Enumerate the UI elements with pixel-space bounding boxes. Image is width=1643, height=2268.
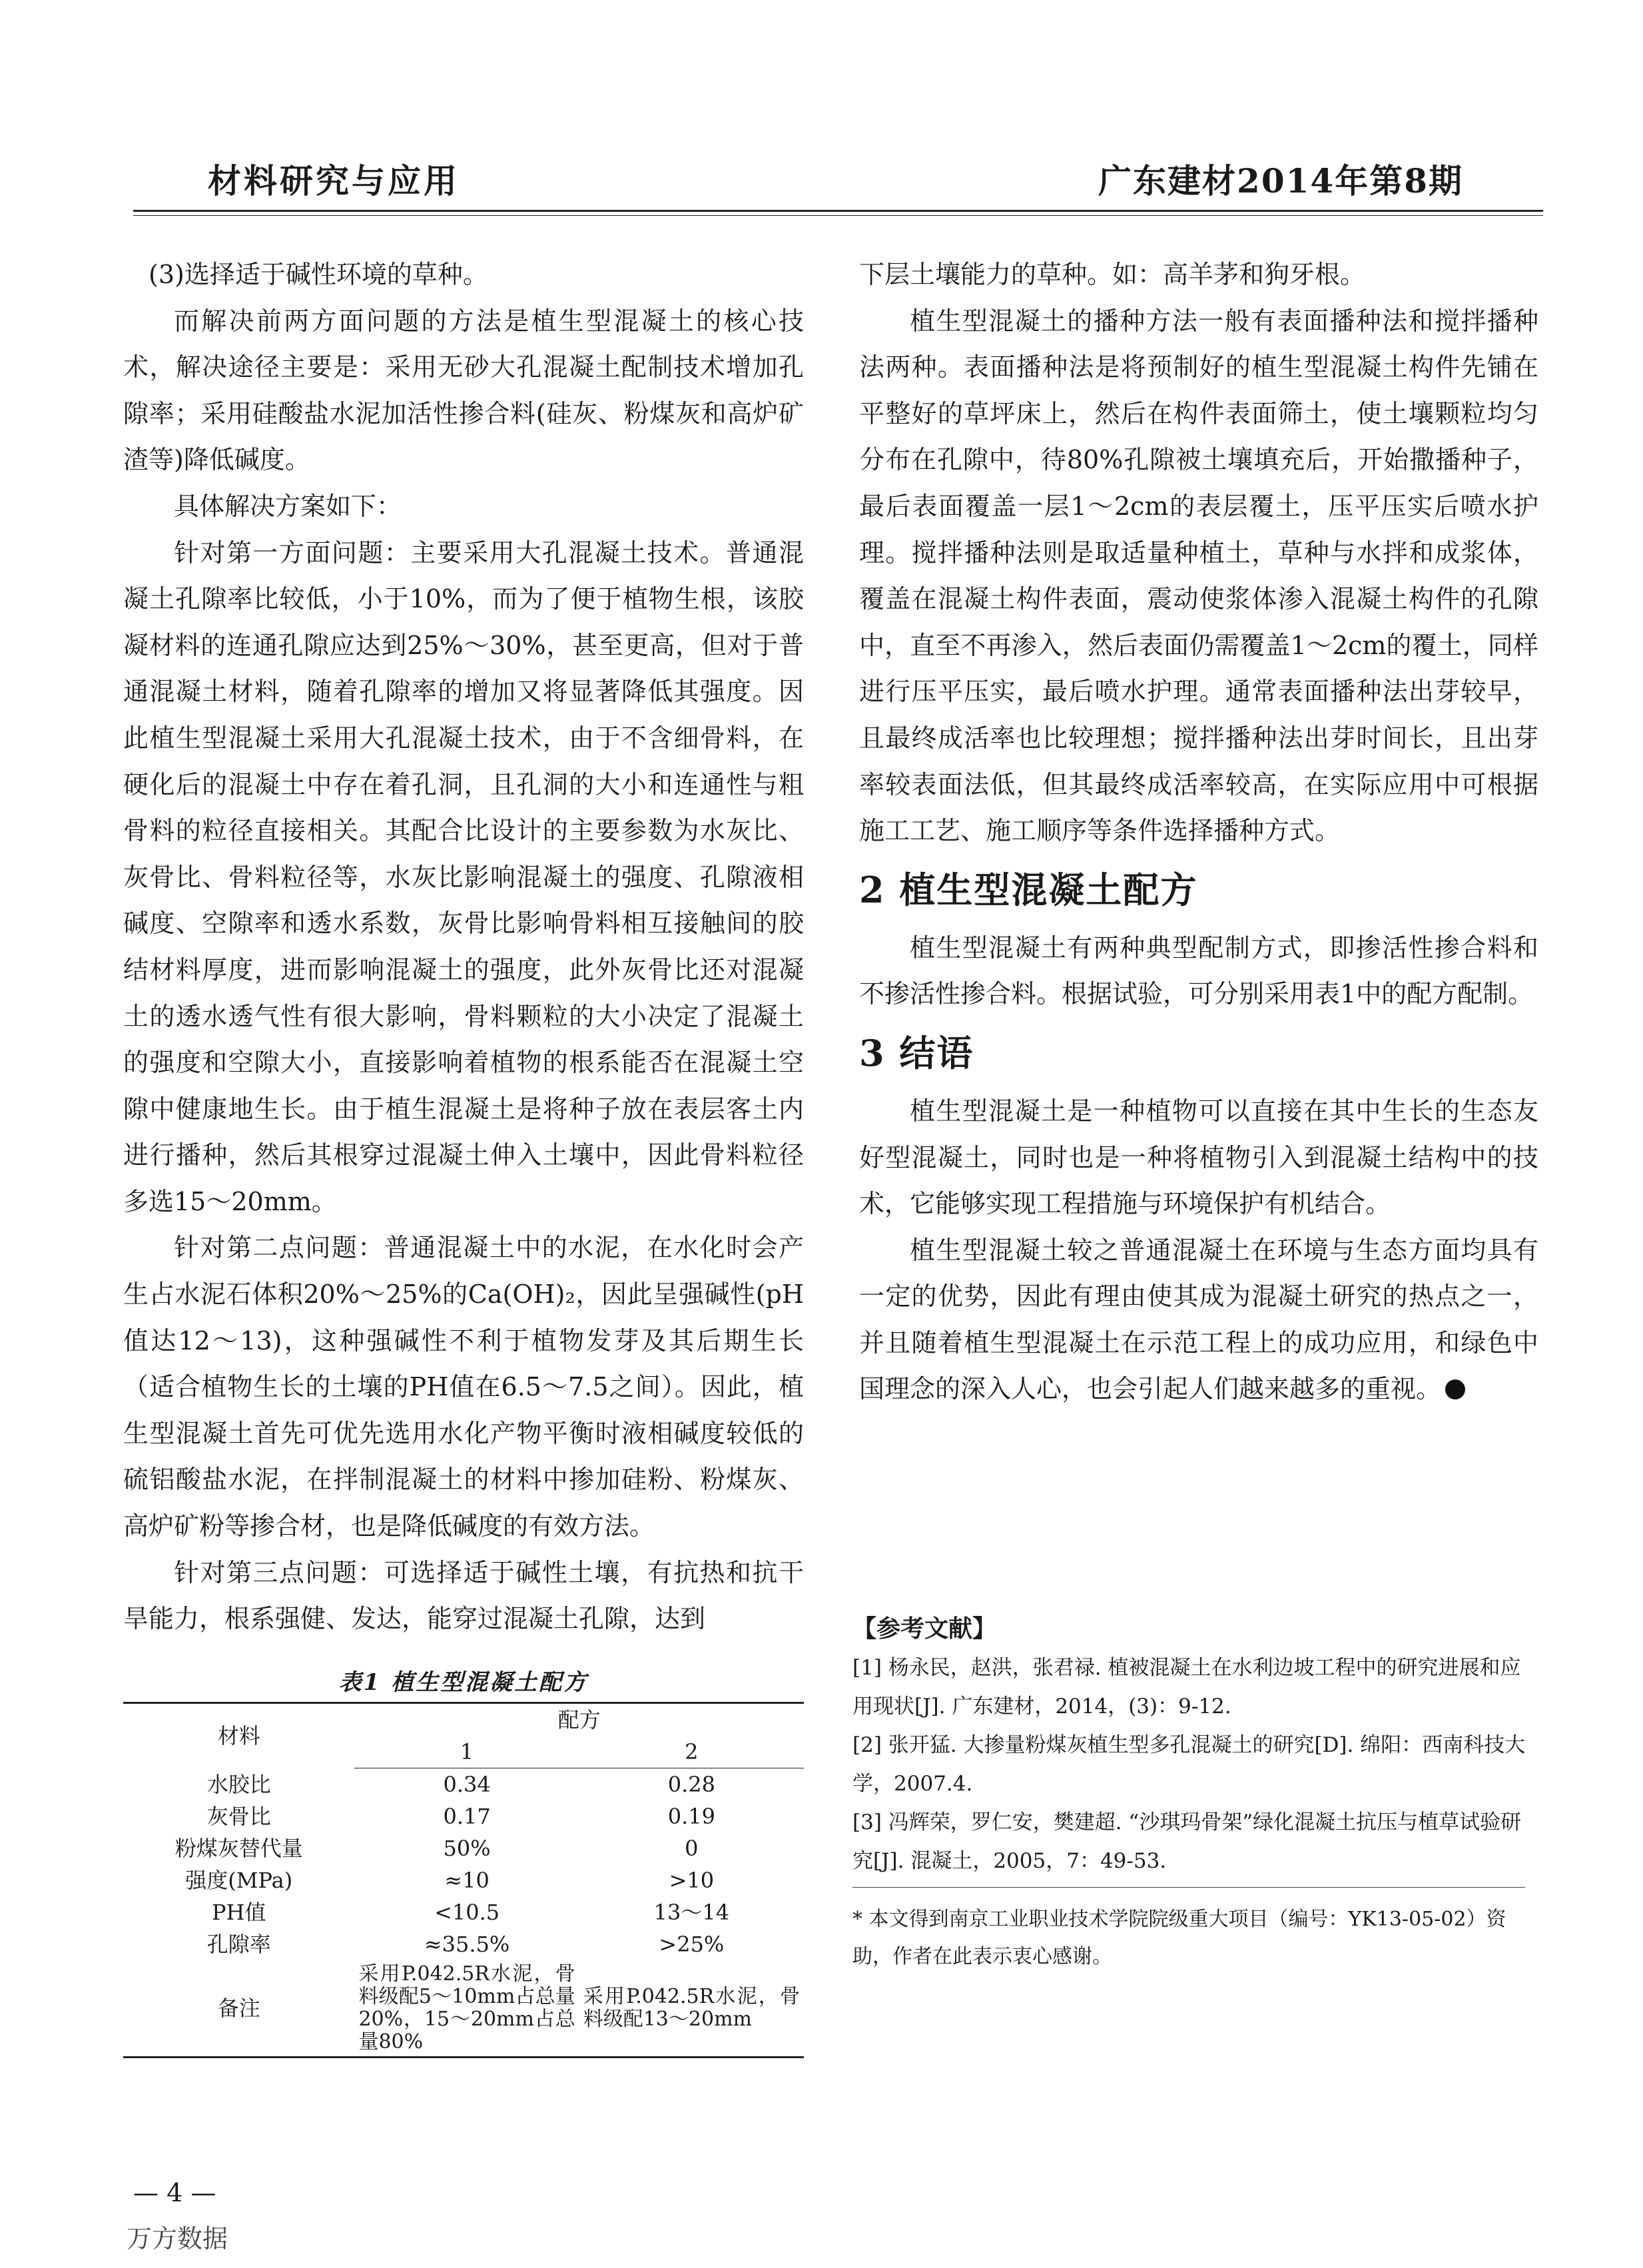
- journal-issue: 广东建材2014年第8期: [1098, 161, 1463, 200]
- table-header-recipe: 配方: [354, 1703, 804, 1736]
- reference-item: [2] 张开猛. 大掺量粉煤灰植生型多孔混凝土的研究[D]. 绵阳：西南科技大学，2007.4.: [852, 1733, 1526, 1796]
- section-heading: 2 植生型混凝土配方: [859, 868, 1198, 911]
- table-caption: 表1 植生型混凝土配方: [338, 1669, 589, 1696]
- cell: 0: [685, 1836, 699, 1861]
- header-rule-thin: [133, 215, 1543, 216]
- paragraph: 针对第三点问题：可选择适于碱性土壤，有抗热和抗干旱能力，根系强健、发达，能穿过混凝土孔隙，达到: [123, 1557, 804, 1634]
- cell: >10: [669, 1868, 715, 1893]
- row-label: 灰骨比: [206, 1804, 271, 1829]
- cell: ≈35.5%: [424, 1932, 510, 1957]
- page-number: — 4 —: [133, 2178, 216, 2207]
- row-label: 孔隙率: [206, 1932, 271, 1957]
- note-cell: 采用P.042.5R水泥，骨料级配13～20mm: [579, 1960, 804, 2058]
- reference-item: [1] 杨永民，赵洪，张君禄. 植被混凝土在水利边坡工程中的研究进展和应用现状[J]. 广东建材，2014，(3)：9-12.: [852, 1656, 1521, 1718]
- end-mark-icon: [1445, 1379, 1465, 1399]
- references-title: 【参考文献】: [852, 1615, 997, 1643]
- cell: >25%: [659, 1932, 725, 1957]
- table-header-col2: 2: [579, 1736, 804, 1768]
- cell: 0.17: [443, 1804, 491, 1829]
- paragraph: 植生型混凝土有两种典型配制方式，即掺活性掺合料和不掺活性掺合料。根据试验，可分别采用表1中的配方配制。: [859, 933, 1538, 1009]
- paragraph: 而解决前两方面问题的方法是植生型混凝土的核心技术，解决途径主要是：采用无砂大孔混凝土配制技术增加孔隙率；采用硅酸盐水泥加活性掺合料(硅灰、粉煤灰和高炉矿渣等)降低碱度。: [123, 306, 804, 475]
- cell: 13～14: [653, 1900, 730, 1925]
- footnote-divider: [852, 1887, 1525, 1888]
- paragraph-text: 植生型混凝土较之普通混凝土在环境与生态方面均具有一定的优势，因此有理由使其成为混凝土研究的热点之一，并且随着植生型混凝土在示范工程上的成功应用，和绿色中国理念的深入人心，也会引起人们越来越多的重视。: [859, 1235, 1538, 1404]
- note-cell: 采用P.042.5R水泥，骨料级配5～10mm占总量20%，15～20mm占总量80%: [354, 1960, 579, 2058]
- table-row: [123, 1896, 804, 1928]
- right-column: [859, 252, 1538, 1413]
- row-label: PH值: [212, 1900, 266, 1925]
- table-row: [123, 1832, 804, 1864]
- cell: 0.34: [443, 1772, 491, 1797]
- paragraph: 植生型混凝土是一种植物可以直接在其中生长的生态友好型混凝土，同时也是一种将植物引入到混凝土结构中的技术，它能够实现工程措施与环境保护有机结合。: [859, 1096, 1538, 1219]
- table-row: [123, 1768, 804, 1801]
- paragraph: 下层土壤能力的草种。如：高羊茅和狗牙根。: [859, 260, 1366, 289]
- paragraph: 针对第二点问题：普通混凝土中的水泥，在水化时会产生占水泥石体积20%～25%的Ca(OH)₂，因此呈强碱性(pH值达12～13)，这种强碱性不利于植物发芽及其后期生长（适合植物生长的土壤的PH值在6.5～7.5之间）。因此，植生型混凝土首先可优先选用水化产物平衡时液相碱度较低的硫铝酸盐水泥，在拌制混凝土的材料中掺加硅粉、粉煤灰、高炉矿粉等掺合材，也是降低碱度的有效方法。: [123, 1233, 804, 1541]
- row-label: 备注: [123, 1960, 354, 2058]
- table-row: [123, 1960, 804, 2058]
- paragraph: 针对第一方面问题：主要采用大孔混凝土技术。普通混凝土孔隙率比较低，小于10%，而为了便于植物生根，该胶凝材料的连通孔隙应达到25%～30%，甚至更高，但对于普通混凝土材料，随着孔隙率的增加又将显著降低其强度。因此植生型混凝土采用大孔混凝土技术，由于不含细骨料，在硬化后的混凝土中存在着孔洞，且孔洞的大小和连通性与粗骨料的粒径直接相关。其配合比设计的主要参数为水灰比、灰骨比、骨料粒径等，水灰比影响混凝土的强度、孔隙液相碱度、空隙率和透水系数，灰骨比影响骨料相互接触间的胶结材料厚度，进而影响混凝土的强度，此外灰骨比还对混凝土的透水透气性有很大影响，骨料颗粒的大小决定了混凝土的强度和空隙大小，直接影响着植物的根系能否在混凝土空隙中健康地生长。由于植生混凝土是将种子放在表层客土内进行播种，然后其根穿过混凝土伸入土壤中，因此骨料粒径多选15～20mm。: [123, 538, 804, 1216]
- cell: <10.5: [434, 1900, 500, 1925]
- footnote: * 本文得到南京工业职业技术学院院级重大项目（编号：YK13-05-02）资助，作者在此表示衷心感谢。: [852, 1908, 1506, 1968]
- paragraph: [859, 1228, 1538, 1413]
- reference-item: [3] 冯辉荣，罗仁安，樊建超. “沙琪玛骨架”绿化混凝土抗压与植草试验研究[J]. 混凝土，2005，7：49-53.: [852, 1810, 1522, 1873]
- cell: 0.28: [667, 1772, 715, 1797]
- table-row: [123, 1864, 804, 1896]
- table-header-material: 材料: [123, 1703, 354, 1768]
- running-header: [133, 155, 1543, 208]
- left-column: [123, 252, 804, 1643]
- paragraph: (3)选择适于碱性环境的草种。: [149, 260, 488, 289]
- table-row: [123, 1800, 804, 1832]
- header-rule-thick: [133, 210, 1543, 212]
- table-row: [123, 1928, 804, 1960]
- row-label: 粉煤灰替代量: [174, 1836, 303, 1861]
- section-heading: 3 结语: [859, 1031, 974, 1074]
- section-title: 材料研究与应用: [208, 161, 460, 200]
- cell: 50%: [443, 1836, 491, 1861]
- paragraph: 植生型混凝土的播种方法一般有表面播种法和搅拌播种法两种。表面播种法是将预制好的植生型混凝土构件先铺在平整好的草坪床上，然后在构件表面筛土，使土壤颗粒均匀分布在孔隙中，待80%孔隙被土壤填充后，开始撒播种子，最后表面覆盖一层1～2cm的表层覆土，压平压实后喷水护理。搅拌播种法则是取适量种植土，草种与水拌和成浆体，覆盖在混凝土构件表面，震动使浆体渗入混凝土构件的孔隙中，直至不再渗入，然后表面仍需覆盖1～2cm的覆土，同样进行压平压实，最后喷水护理。通常表面播种法出芽较早，且最终成活率也比较理想；搅拌播种法出芽时间长，且出芽率较表面法低，但其最终成活率较高，在实际应用中可根据施工工艺、施工顺序等条件选择播种方式。: [859, 306, 1538, 846]
- source-watermark: 万方数据: [127, 2224, 228, 2253]
- row-label: 水胶比: [206, 1771, 271, 1797]
- cell: 0.19: [667, 1804, 715, 1829]
- references: [852, 1609, 1538, 1976]
- mix-table: [123, 1702, 804, 2058]
- table-header-col1: 1: [354, 1736, 579, 1768]
- cell: ≈10: [444, 1868, 490, 1893]
- row-label: 强度(MPa): [185, 1868, 293, 1893]
- paragraph: 具体解决方案如下：: [174, 491, 402, 521]
